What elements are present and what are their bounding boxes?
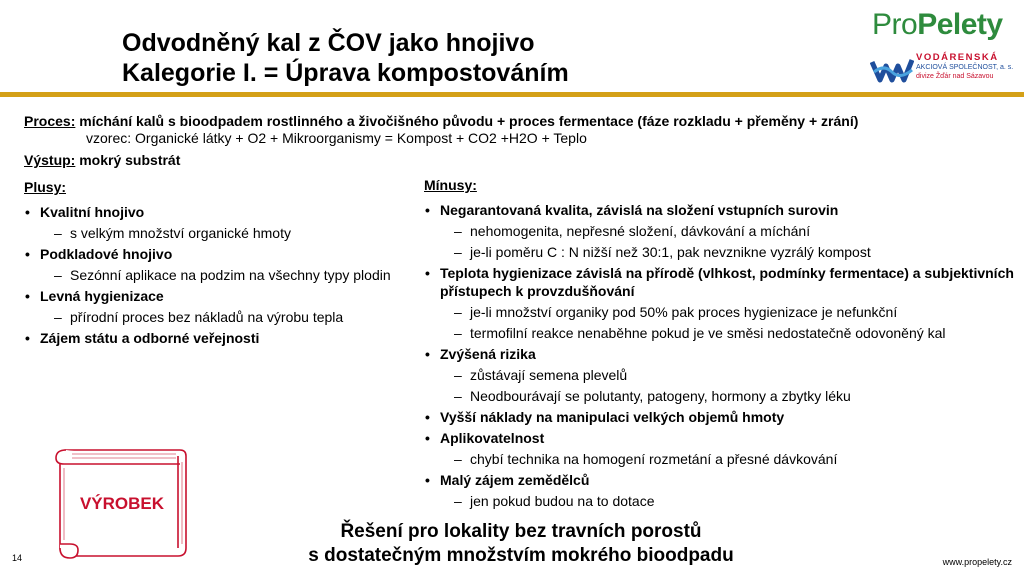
logo-wordmark: ProPelety [872, 8, 1003, 41]
title-line-1: Odvodněný kal z ČOV jako hnojivo [122, 29, 535, 57]
logo-company-name: VODÁRENSKÁ [916, 52, 999, 63]
title-line-2: Kalegorie I. = Úprava kompostováním [122, 59, 569, 87]
output-line: Výstup: mokrý substrát [24, 152, 181, 168]
minusy-item-level-2: – jen pokud budou na to dotace [424, 492, 1014, 510]
minusy-item-level-1: • Malý zájem zemědělců [424, 471, 1014, 489]
minusy-item-level-1: • Vyšší náklady na manipulaci velkých objemů hmoty [424, 408, 1014, 426]
minusy-heading: Mínusy: [424, 177, 477, 193]
plusy-heading: Plusy: [24, 179, 67, 195]
wave-icon [870, 54, 914, 86]
propelety-logo [868, 6, 1020, 88]
minusy-item-level-1: • Zvýšená rizika [424, 345, 1014, 363]
process-line: Proces: míchání kalů s bioodpadem rostlinného a živočišného původu + proces fermentace (fáze rozkladu + přeměny + zrání) [24, 113, 859, 129]
conclusion-line-2: s dostatečným množstvím mokrého bioodpadu [308, 545, 734, 566]
plusy-item-level-1: • Kvalitní hnojivo [24, 203, 424, 221]
website-url: www.propelety.cz [942, 557, 1012, 567]
plusy-item-level-1: • Podkladové hnojivo [24, 245, 424, 263]
slide-title [122, 28, 569, 88]
minusy-item-level-2: – je-li poměru C : N nižší než 30:1, pak nevznikne vyzrálý kompost [424, 243, 1014, 261]
minusy-item-level-1: • Negarantovaná kvalita, závislá na složení vstupních surovin [424, 201, 1014, 219]
plusy-item-level-2: – přírodní proces bez nákladů na výrobu tepla [24, 308, 424, 326]
conclusion [256, 520, 786, 568]
minusy-column [424, 176, 1014, 510]
minusy-item-level-1: • Aplikovatelnost [424, 429, 1014, 447]
minusy-list [424, 201, 1014, 510]
plusy-item-level-1: • Zájem státu a odborné veřejnosti [24, 329, 424, 347]
plusy-list [24, 203, 424, 347]
minusy-item-level-1: • Teplota hygienizace závislá na přírodě (vlhkost, podmínky fermentace) a subjektivních přístupech k provzdušňování [424, 264, 1014, 300]
minusy-item-level-2: – zůstávají semena plevelů [424, 366, 1014, 384]
conclusion-line-1: Řešení pro lokality bez travních porostů [340, 521, 702, 542]
title-divider [0, 92, 1024, 97]
plusy-item-level-1: • Levná hygienizace [24, 287, 424, 305]
page-number: 14 [12, 553, 23, 563]
vyrobek-badge: VÝROBEK [79, 494, 165, 513]
minusy-item-level-2: – chybí technika na homogení rozmetání a přesné dávkování [424, 450, 1014, 468]
minusy-item-level-2: – je-li množství organiky pod 50% pak proces hygienizace je nefunkční [424, 303, 1014, 321]
plusy-item-level-2: – s velkým množství organické hmoty [24, 224, 424, 242]
plusy-column [24, 178, 424, 347]
minusy-item-level-2: – termofilní reakce nenaběhne pokud je ve směsi nedostatečně odovoněný kal [424, 324, 1014, 342]
process-formula: vzorec: Organické látky + O2 + Mikroorganismy = Kompost + CO2 +H2O + Teplo [86, 130, 587, 146]
plusy-item-level-2: – Sezónní aplikace na podzim na všechny typy plodin [24, 266, 424, 284]
minusy-item-level-2: – nehomogenita, nepřesné složení, dávkování a míchání [424, 222, 1014, 240]
logo-company-type: AKCIOVÁ SPOLEČNOST, a. s. [916, 64, 1014, 71]
minusy-item-level-2: – Neodbourávají se polutanty, patogeny, hormony a zbytky léku [424, 387, 1014, 405]
logo-division: divize Žďár nad Sázavou [916, 73, 994, 80]
